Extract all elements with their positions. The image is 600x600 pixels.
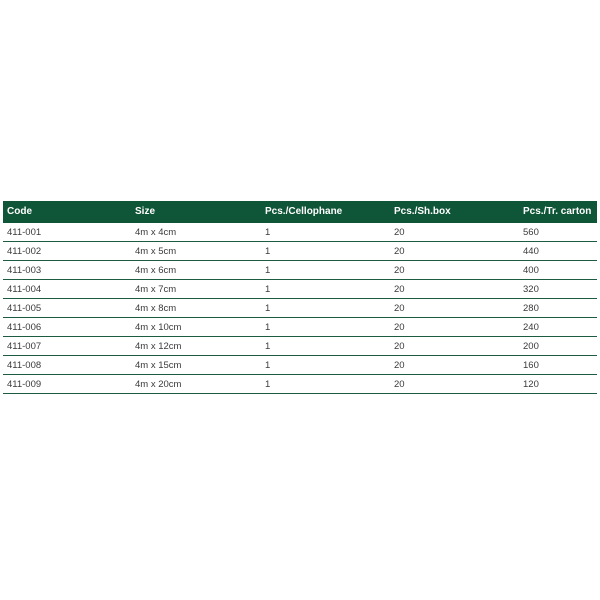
header-code: Code	[3, 201, 131, 223]
cell-pcs-sh-box: 20	[390, 280, 519, 299]
cell-pcs-cellophane: 1	[261, 223, 390, 242]
table-row	[3, 261, 597, 280]
cell-size: 4m x 10cm	[131, 318, 261, 337]
cell-pcs-cellophane: 1	[261, 337, 390, 356]
table-row	[3, 242, 597, 261]
cell-code: 411-006	[3, 318, 131, 337]
table-row	[3, 299, 597, 318]
cell-size: 4m x 15cm	[131, 356, 261, 375]
cell-pcs-tr-carton: 400	[519, 261, 597, 280]
cell-pcs-sh-box: 20	[390, 318, 519, 337]
cell-code: 411-009	[3, 375, 131, 394]
cell-pcs-tr-carton: 280	[519, 299, 597, 318]
cell-pcs-sh-box: 20	[390, 356, 519, 375]
cell-pcs-sh-box: 20	[390, 223, 519, 242]
cell-code: 411-001	[3, 223, 131, 242]
header-size: Size	[131, 201, 261, 223]
product-spec-table	[3, 201, 597, 394]
cell-code: 411-005	[3, 299, 131, 318]
cell-size: 4m x 20cm	[131, 375, 261, 394]
cell-pcs-sh-box: 20	[390, 337, 519, 356]
cell-size: 4m x 4cm	[131, 223, 261, 242]
header-pcs-sh-box: Pcs./Sh.box	[390, 201, 519, 223]
cell-pcs-cellophane: 1	[261, 375, 390, 394]
cell-pcs-cellophane: 1	[261, 261, 390, 280]
cell-code: 411-003	[3, 261, 131, 280]
cell-pcs-sh-box: 20	[390, 242, 519, 261]
cell-size: 4m x 12cm	[131, 337, 261, 356]
table-row	[3, 337, 597, 356]
cell-pcs-cellophane: 1	[261, 299, 390, 318]
table-body	[3, 223, 597, 394]
table-row	[3, 375, 597, 394]
cell-pcs-cellophane: 1	[261, 356, 390, 375]
header-row	[3, 201, 597, 223]
cell-code: 411-008	[3, 356, 131, 375]
cell-pcs-cellophane: 1	[261, 280, 390, 299]
cell-pcs-sh-box: 20	[390, 375, 519, 394]
cell-pcs-sh-box: 20	[390, 299, 519, 318]
table-row	[3, 318, 597, 337]
header-pcs-tr-carton: Pcs./Tr. carton	[519, 201, 597, 223]
cell-code: 411-002	[3, 242, 131, 261]
cell-size: 4m x 5cm	[131, 242, 261, 261]
table-row	[3, 280, 597, 299]
cell-pcs-tr-carton: 320	[519, 280, 597, 299]
table-row	[3, 356, 597, 375]
cell-pcs-tr-carton: 200	[519, 337, 597, 356]
cell-pcs-cellophane: 1	[261, 318, 390, 337]
cell-pcs-tr-carton: 440	[519, 242, 597, 261]
cell-pcs-cellophane: 1	[261, 242, 390, 261]
cell-pcs-tr-carton: 240	[519, 318, 597, 337]
table-header	[3, 201, 597, 223]
cell-pcs-tr-carton: 120	[519, 375, 597, 394]
table-row	[3, 223, 597, 242]
cell-pcs-sh-box: 20	[390, 261, 519, 280]
cell-code: 411-007	[3, 337, 131, 356]
cell-pcs-tr-carton: 560	[519, 223, 597, 242]
cell-size: 4m x 7cm	[131, 280, 261, 299]
cell-pcs-tr-carton: 160	[519, 356, 597, 375]
cell-code: 411-004	[3, 280, 131, 299]
cell-size: 4m x 6cm	[131, 261, 261, 280]
cell-size: 4m x 8cm	[131, 299, 261, 318]
header-pcs-cellophane: Pcs./Cellophane	[261, 201, 390, 223]
